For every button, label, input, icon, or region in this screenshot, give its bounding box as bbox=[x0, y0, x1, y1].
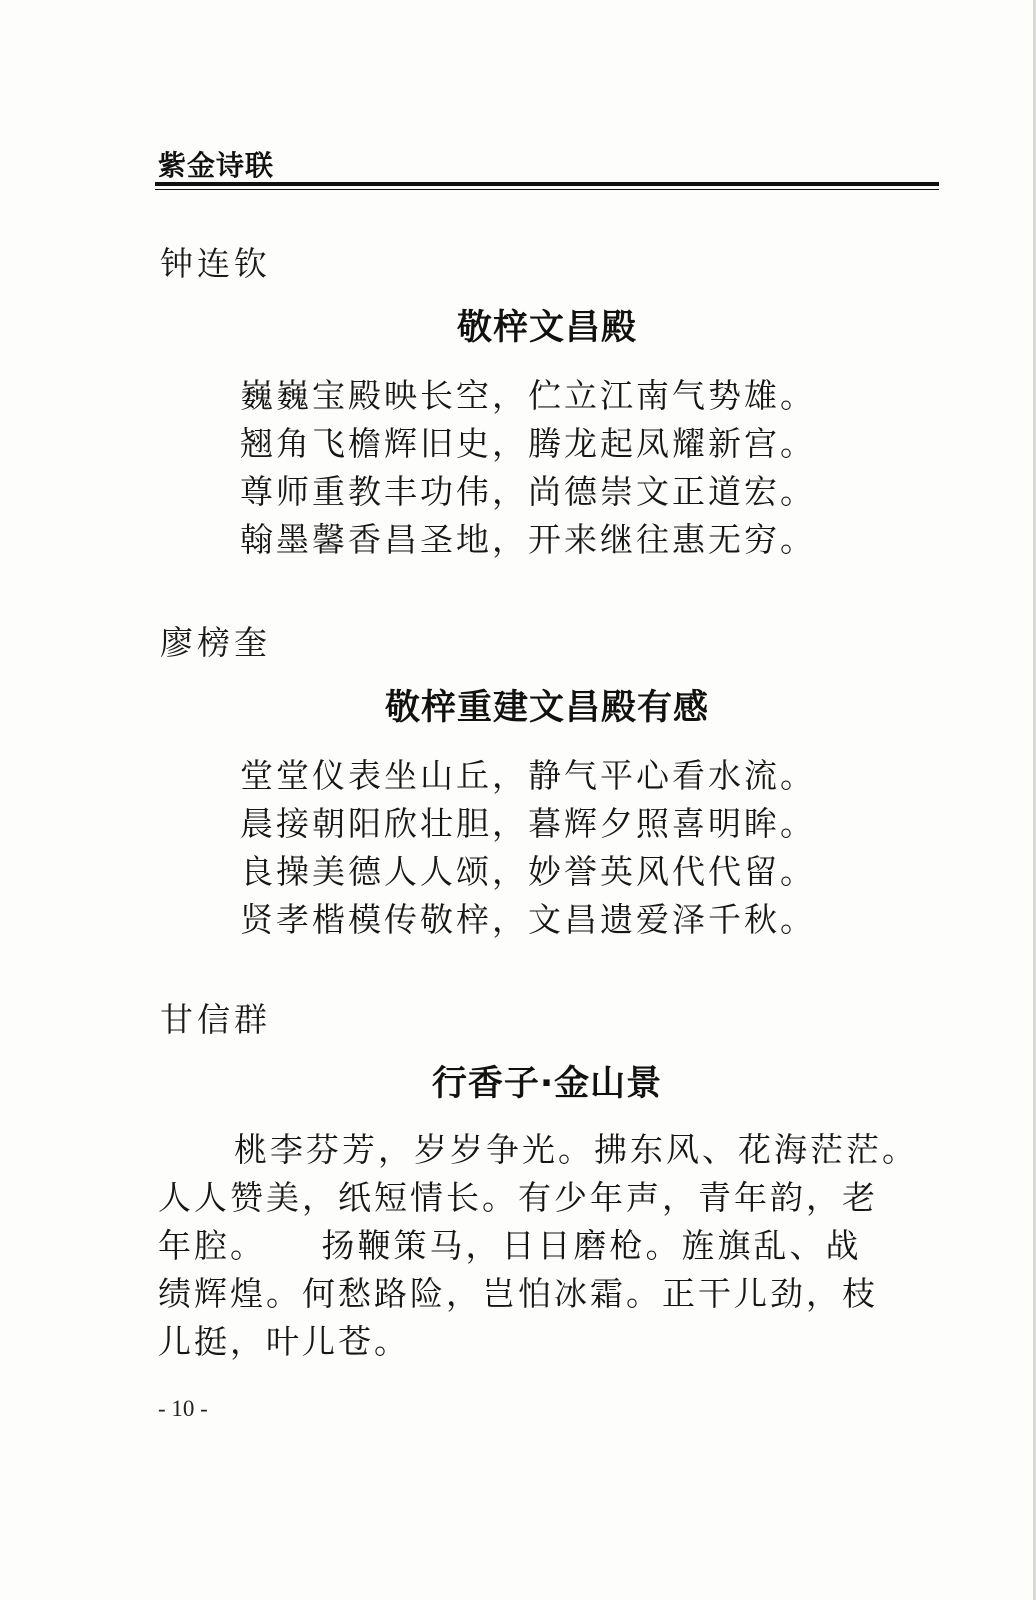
page-number: - 10 - bbox=[158, 1396, 208, 1421]
poem-line: 人人赞美，纸短情长。有少年声，青年韵，老 bbox=[158, 1178, 878, 1217]
poem-line: 翘角飞檐辉旧史，腾龙起凤耀新宫。 bbox=[240, 424, 816, 463]
poem-line: 堂堂仪表坐山丘，静气平心看水流。 bbox=[240, 756, 816, 795]
poem-author: 钟连钦 bbox=[160, 244, 271, 283]
poem-line: 翰墨馨香昌圣地，开来继往惠无穷。 bbox=[240, 520, 816, 559]
poem-line: 晨接朝阳欣壮胆，暮辉夕照喜明眸。 bbox=[240, 804, 816, 843]
header-rule bbox=[155, 182, 939, 186]
poem-body bbox=[240, 372, 816, 564]
poem-line: 年腔。 扬鞭策马，日日磨枪。旌旗乱、战 bbox=[158, 1226, 862, 1265]
poem-line: 良操美德人人颂，妙誉英风代代留。 bbox=[240, 852, 816, 891]
running-header-title: 紫金诗联 bbox=[158, 149, 275, 182]
poem-line: 巍巍宝殿映长空，伫立江南气势雄。 bbox=[240, 376, 816, 415]
poem-line: 桃李芬芳，岁岁争光。拂东风、花海茫茫。 bbox=[234, 1130, 918, 1169]
poem-body bbox=[158, 1126, 928, 1366]
poem-title: 行香子·金山景 bbox=[431, 1064, 663, 1104]
poem-title: 敬梓文昌殿 bbox=[456, 308, 637, 348]
poem-line: 贤孝楷模传敬梓，文昌遗爱泽千秋。 bbox=[240, 900, 816, 939]
poem-author: 廖榜奎 bbox=[160, 623, 271, 662]
poem-line: 绩辉煌。何愁路险，岂怕冰霜。正干儿劲，枝 bbox=[158, 1274, 878, 1313]
poem-title: 敬梓重建文昌殿有感 bbox=[384, 688, 709, 728]
poem-line: 儿挺，叶儿苍。 bbox=[158, 1322, 410, 1361]
poem-author: 甘信群 bbox=[160, 1000, 271, 1039]
header-rule-thin bbox=[155, 189, 939, 190]
poem-line: 尊师重教丰功伟，尚德崇文正道宏。 bbox=[240, 472, 816, 511]
poem-body bbox=[240, 752, 816, 944]
